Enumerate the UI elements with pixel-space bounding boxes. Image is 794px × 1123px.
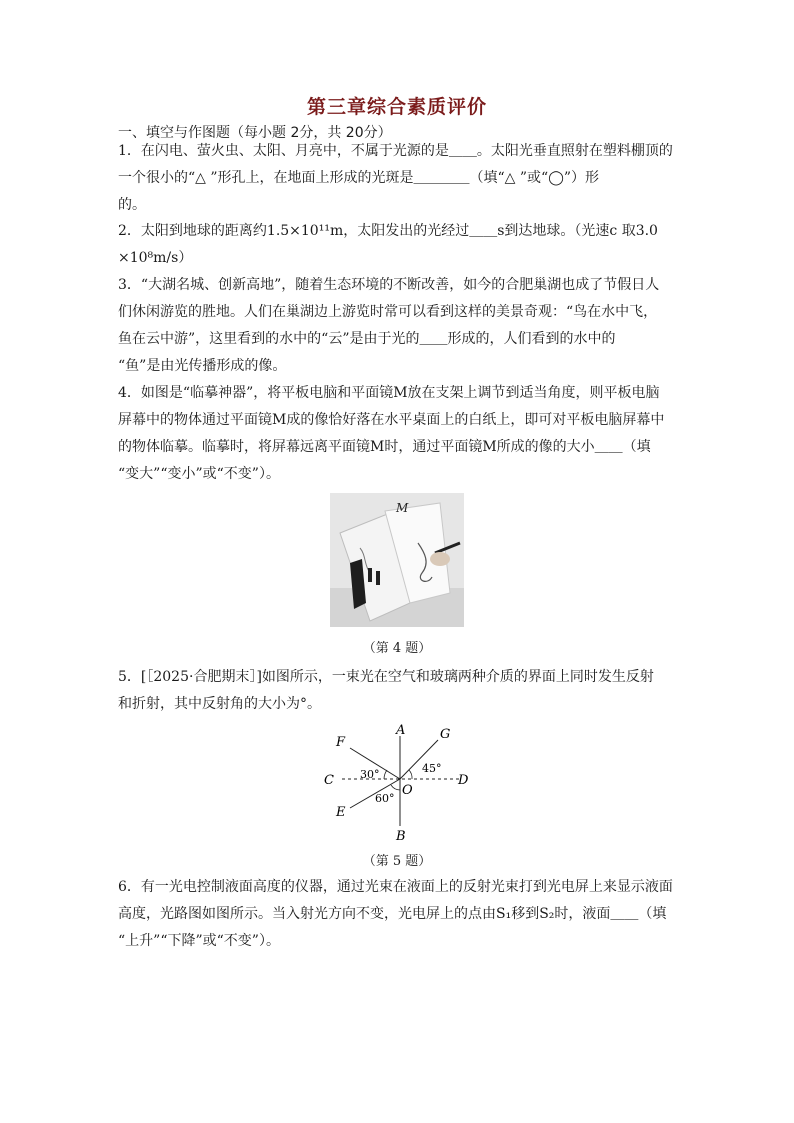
label-o: O xyxy=(402,783,413,798)
question-1-line-1: 1．在闪电、萤火虫、太阳、月亮中，不属于光源的是＿＿。太阳光垂直照射在塑料棚顶的 xyxy=(118,143,673,159)
label-c: C xyxy=(324,773,334,788)
label-d: D xyxy=(458,773,469,788)
label-b: B xyxy=(396,829,406,844)
figure-4-photo xyxy=(330,493,464,627)
question-3-line-4: “鱼”是由光传播形成的像。 xyxy=(118,358,287,374)
label-e: E xyxy=(336,805,346,820)
question-5 xyxy=(118,664,678,718)
angle-45-label: 45° xyxy=(422,762,442,775)
question-6-line-2: 高度，光路图如图所示。当入射光方向不变，光电屏上的点由S₁移到S₂时，液面＿＿（填 xyxy=(118,906,667,922)
label-f: F xyxy=(336,735,346,750)
question-1-line-3: 的。 xyxy=(118,197,146,213)
question-6-line-1: 6．有一光电控制液面高度的仪器，通过光束在液面上的反射光束打到光电屏上来显示液面 xyxy=(118,879,673,895)
question-1 xyxy=(118,138,678,219)
question-3 xyxy=(118,272,678,380)
question-4-line-1: 4．如图是“临摹神器”，将平板电脑和平面镜M放在支架上调节到适当角度，则平板电脑 xyxy=(118,385,660,401)
section-heading: 一、填空与作图题（每小题 2分，共 20分） xyxy=(118,125,392,141)
question-2 xyxy=(118,218,678,272)
question-4-line-3: 的物体临摹。临摹时，将屏幕远离平面镜M时，通过平面镜M所成的像的大小＿＿（填 xyxy=(118,439,651,455)
question-5-line-1: 5．[［2025·合肥期末］]如图所示，一束光在空气和玻璃两种介质的界面上同时发生反射 xyxy=(118,669,654,685)
label-g: G xyxy=(440,727,451,742)
question-4 xyxy=(118,380,678,488)
question-4-line-2: 屏幕中的物体通过平面镜M成的像恰好落在水平桌面上的白纸上，即可对平板电脑屏幕中 xyxy=(118,412,665,428)
question-2-line-1: 2．太阳到地球的距离约1.5×10¹¹m，太阳发出的光经过＿＿s到达地球。（光速c 取3.0 xyxy=(118,223,658,239)
figure-4-caption: （第 4 题） xyxy=(362,641,432,656)
angle-30-label: 30° xyxy=(360,768,380,781)
figure-5-caption: （第 5 题） xyxy=(362,854,432,869)
figure-5-diagram xyxy=(320,718,480,848)
tracing-device-illustration xyxy=(330,493,464,627)
question-4-line-4: “变大”“变小”或“不变”）。 xyxy=(118,466,280,482)
question-2-line-2: ×10⁸m/s） xyxy=(118,250,193,266)
question-3-line-1: 3．“大湖名城、创新高地”，随着生态环境的不断改善，如今的合肥巢湖也成了节假日人 xyxy=(118,277,660,293)
question-5-line-2: 和折射，其中反射角的大小为°。 xyxy=(118,696,321,712)
angle-60-label: 60° xyxy=(375,792,395,805)
figure-4-mirror-label: M xyxy=(396,501,409,515)
question-3-line-2: 们休闲游览的胜地。人们在巢湖边上游览时常可以看到这样的美景奇观：“鸟在水中飞， xyxy=(118,304,658,320)
question-6-line-3: “上升”“下降”或“不变”）。 xyxy=(118,933,280,949)
question-6 xyxy=(118,874,678,955)
question-3-line-3: 鱼在云中游”，这里看到的水中的“云”是由于光的＿＿形成的，人们看到的水中的 xyxy=(118,331,616,347)
page-title: 第三章综合素质评价 xyxy=(306,96,487,118)
question-1-line-2: 一个很小的“△ ”形孔上，在地面上形成的光斑是＿＿＿＿（填“△ ”或“◯”）形 xyxy=(118,170,600,186)
label-a: A xyxy=(396,723,406,738)
